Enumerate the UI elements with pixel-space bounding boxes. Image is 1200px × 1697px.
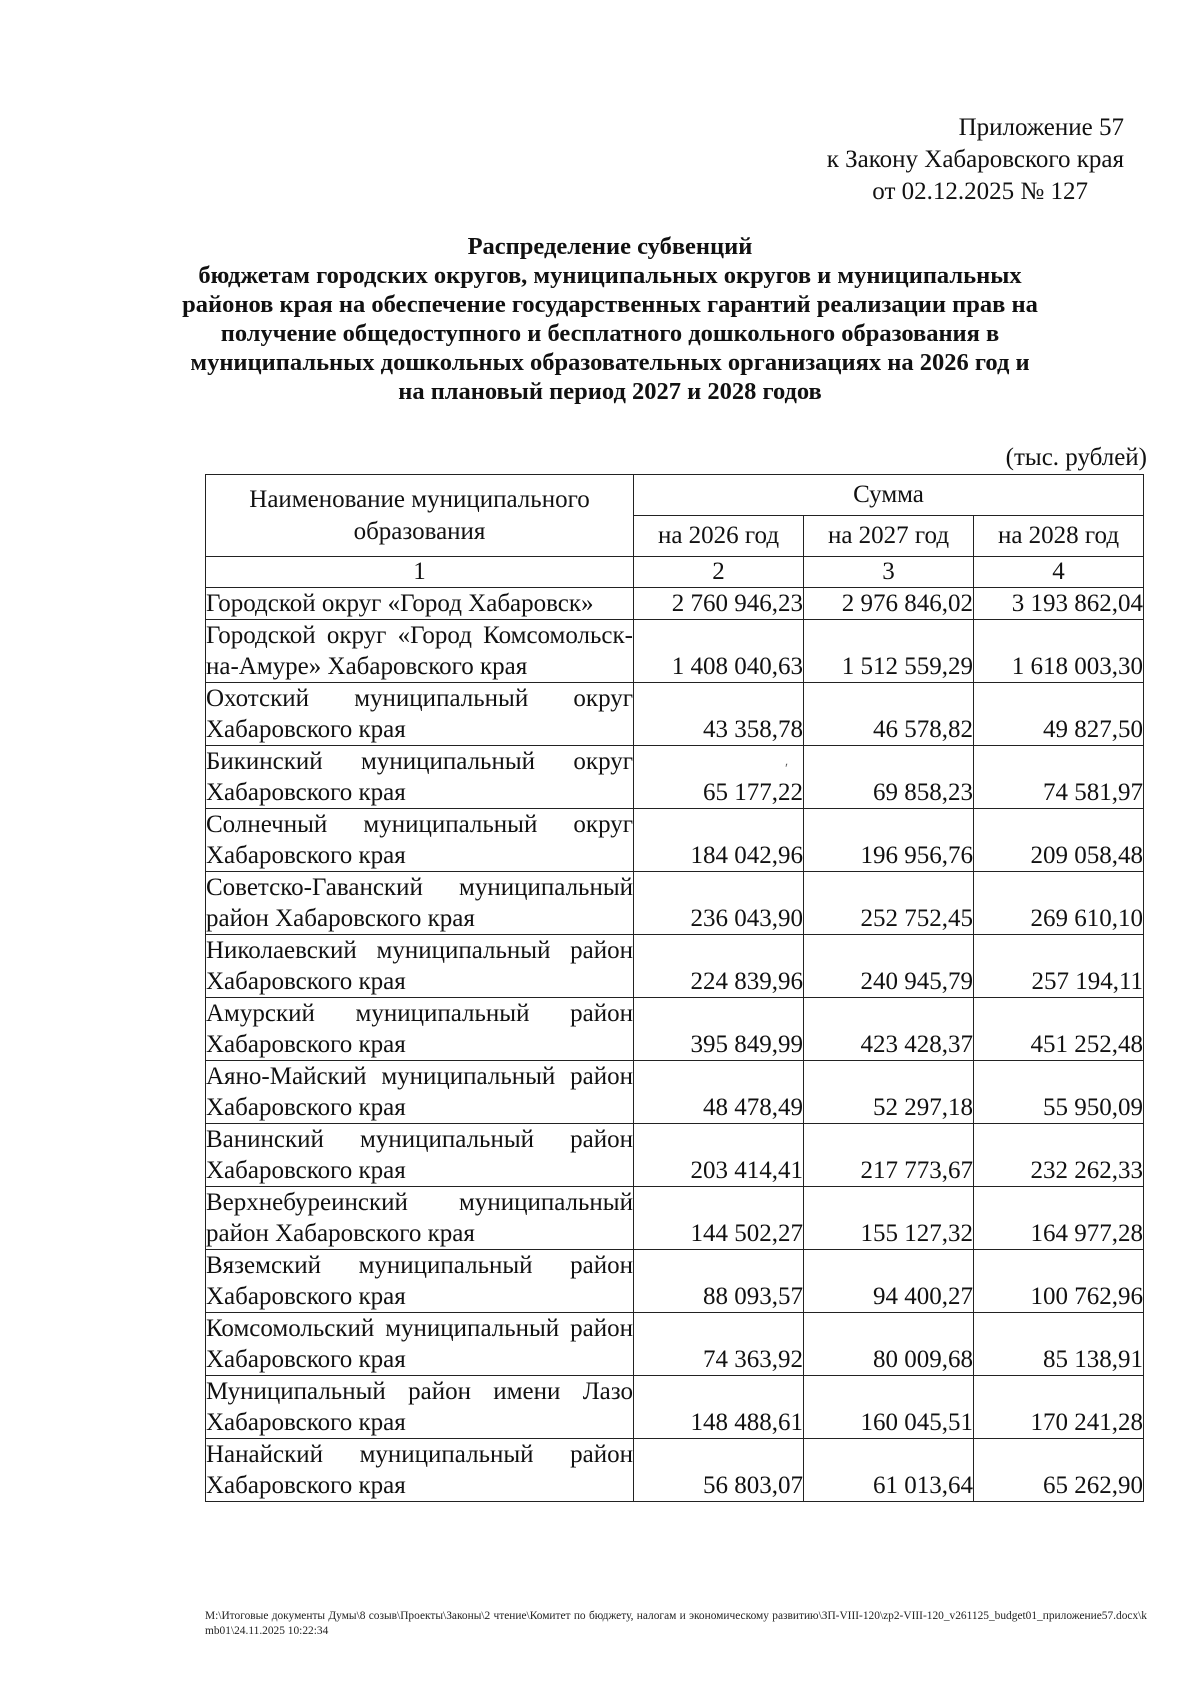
amount-2028: 55 950,09	[974, 1061, 1144, 1124]
municipality-name: Верхнебуреинский муниципальный район Хабаровского края	[206, 1187, 634, 1250]
amount-2028: 257 194,11	[974, 935, 1144, 998]
column-number: 2	[634, 557, 804, 588]
municipality-name: Бикинский муниципальный округ Хабаровского края	[206, 746, 634, 809]
amount-2027: 196 956,76	[804, 809, 974, 872]
header-year-2028: на 2028 год	[974, 516, 1144, 557]
amount-2026: 184 042,96	[634, 809, 804, 872]
amount-2028: 164 977,28	[974, 1187, 1144, 1250]
header-year-2026: на 2026 год	[634, 516, 804, 557]
table-row	[206, 1439, 1144, 1502]
amount-2026: 65 177,22	[634, 746, 804, 809]
amount-2026: 1 408 040,63	[634, 620, 804, 683]
table-row	[206, 872, 1144, 935]
amount-2027: 69 858,23	[804, 746, 974, 809]
municipality-name: Вяземский муниципальный район Хабаровского края	[206, 1250, 634, 1313]
title-line: районов края на обеспечение государственных гарантий реализации прав на	[182, 291, 1038, 318]
amount-2027: 46 578,82	[804, 683, 974, 746]
amount-2026: 43 358,78	[634, 683, 804, 746]
appendix-law-ref: к Закону Хабаровского края	[826, 146, 1124, 173]
units-label: (тыс. рублей)	[1005, 444, 1147, 471]
amount-2027: 217 773,67	[804, 1124, 974, 1187]
table-row	[206, 746, 1144, 809]
table-row	[206, 683, 1144, 746]
amount-2026: 203 414,41	[634, 1124, 804, 1187]
amount-2026: 395 849,99	[634, 998, 804, 1061]
municipality-name: Охотский муниципальный округ Хабаровского края	[206, 683, 634, 746]
municipality-name: Солнечный муниципальный округ Хабаровского края	[206, 809, 634, 872]
table-row	[206, 1313, 1144, 1376]
amount-2028: 269 610,10	[974, 872, 1144, 935]
municipality-name: Городской округ «Город Хабаровск»	[206, 588, 634, 620]
amount-2028: 85 138,91	[974, 1313, 1144, 1376]
amount-2027: 160 045,51	[804, 1376, 974, 1439]
amount-2026: 74 363,92	[634, 1313, 804, 1376]
municipality-name: Ванинский муниципальный район Хабаровского края	[206, 1124, 634, 1187]
amount-2026: 224 839,96	[634, 935, 804, 998]
municipality-name: Нанайский муниципальный район Хабаровского края	[206, 1439, 634, 1502]
appendix-header	[704, 112, 1124, 208]
amount-2027: 2 976 846,02	[804, 588, 974, 620]
column-number: 4	[974, 557, 1144, 588]
amount-2028: 3 193 862,04	[974, 588, 1144, 620]
municipality-name: Николаевский муниципальный район Хабаровского края	[206, 935, 634, 998]
scan-mark: ʹ	[785, 762, 789, 777]
municipality-name: Советско-Гаванский муниципальный район Хабаровского края	[206, 872, 634, 935]
header-year-2027: на 2027 год	[804, 516, 974, 557]
amount-2028: 451 252,48	[974, 998, 1144, 1061]
table-row	[206, 998, 1144, 1061]
amount-2027: 80 009,68	[804, 1313, 974, 1376]
appendix-law-date: от 02.12.2025 № 127	[872, 178, 1088, 205]
amount-2028: 74 581,97	[974, 746, 1144, 809]
title-line: на плановый период 2027 и 2028 годов	[398, 378, 822, 405]
header-sum: Сумма	[634, 475, 1144, 516]
amount-2027: 240 945,79	[804, 935, 974, 998]
municipality-name: Амурский муниципальный район Хабаровского края	[206, 998, 634, 1061]
title-line: бюджетам городских округов, муниципальных округов и муниципальных	[198, 262, 1022, 289]
table-row	[206, 1061, 1144, 1124]
table-row	[206, 620, 1144, 683]
amount-2028: 100 762,96	[974, 1250, 1144, 1313]
amount-2027: 423 428,37	[804, 998, 974, 1061]
municipality-name: Комсомольский муниципальный район Хабаровского края	[206, 1313, 634, 1376]
amount-2027: 155 127,32	[804, 1187, 974, 1250]
amount-2028: 170 241,28	[974, 1376, 1144, 1439]
amount-2028: 49 827,50	[974, 683, 1144, 746]
table-row	[206, 935, 1144, 998]
table-row	[206, 1187, 1144, 1250]
title-line: Распределение субвенций	[467, 233, 753, 260]
municipality-name: Аяно-Майский муниципальный район Хабаровского края	[206, 1061, 634, 1124]
amount-2028: 65 262,90	[974, 1439, 1144, 1502]
title-line: получение общедоступного и бесплатного дошкольного образования в	[220, 320, 1000, 347]
table-row	[206, 1376, 1144, 1439]
appendix-number: Приложение 57	[958, 114, 1124, 141]
table-row	[206, 809, 1144, 872]
amount-2026: 56 803,07	[634, 1439, 804, 1502]
amount-2026: 48 478,49	[634, 1061, 804, 1124]
amount-2026: 2 760 946,23	[634, 588, 804, 620]
amount-2027: 61 013,64	[804, 1439, 974, 1502]
amount-2028: 232 262,33	[974, 1124, 1144, 1187]
amount-2027: 94 400,27	[804, 1250, 974, 1313]
title-line: муниципальных дошкольных образовательных организациях на 2026 год и	[190, 349, 1030, 376]
amount-2027: 52 297,18	[804, 1061, 974, 1124]
amount-2027: 1 512 559,29	[804, 620, 974, 683]
amount-2028: 209 058,48	[974, 809, 1144, 872]
table-row	[206, 1124, 1144, 1187]
municipality-name: Городской округ «Город Комсомольск-на-Амуре» Хабаровского края	[206, 620, 634, 683]
municipality-name: Муниципальный район имени Лазо Хабаровского края	[206, 1376, 634, 1439]
column-number: 1	[206, 557, 634, 588]
amount-2027: 252 752,45	[804, 872, 974, 935]
amount-2028: 1 618 003,30	[974, 620, 1144, 683]
document-title	[150, 232, 1070, 406]
amount-2026: 88 093,57	[634, 1250, 804, 1313]
amount-2026: 236 043,90	[634, 872, 804, 935]
amount-2026: 148 488,61	[634, 1376, 804, 1439]
header-name: Наименование муниципального образования	[206, 475, 634, 557]
subsidy-table	[205, 474, 1144, 1502]
file-path-footer: M:\Итоговые документы Думы\8 созыв\Проекты\Законы\2 чтение\Комитет по бюджету, налогам и экономическому развитию\ЗП-VIII-120\zp2-VIII-120_v261125_budget01_приложение57.docx\kmb01\24.11.2025 10:22:34	[205, 1610, 1147, 1637]
column-number: 3	[804, 557, 974, 588]
table-row	[206, 1250, 1144, 1313]
table-row	[206, 588, 1144, 620]
amount-2026: 144 502,27	[634, 1187, 804, 1250]
